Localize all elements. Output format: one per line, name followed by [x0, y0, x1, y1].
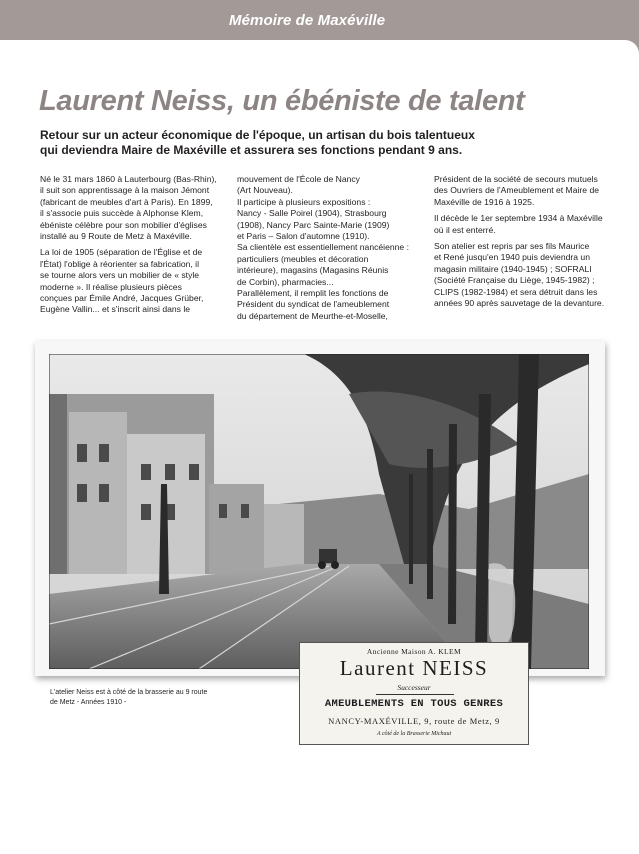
sign-successor: Successeur — [397, 683, 431, 692]
text-line: Eugène Vallin... et s'inscrit ainsi dans le — [40, 304, 191, 315]
sign-divider — [376, 694, 454, 695]
text-column-1 — [40, 174, 222, 321]
text-line: des Ouvriers de l'Ameublement et Maire de — [434, 185, 599, 196]
text-line: intérieure), magasins (Magasins Réunis — [237, 265, 389, 276]
text-line: (Société Française du Liège, 1945-1982) ; — [434, 275, 595, 286]
text-line: Président du syndicat de l'ameublement — [237, 299, 390, 310]
text-line: il s'associe puis succède à Alphonse Klem, — [40, 208, 204, 219]
paragraph — [434, 174, 619, 208]
article-title: Laurent Neiss, un ébéniste de talent — [39, 85, 525, 117]
text-line: ébéniste célèbre pour son mobilier d'églises — [40, 219, 207, 230]
text-line: magasin militaire (1940-1945) ; SOFRALI — [434, 263, 592, 274]
text-line: l'État) l'oblige à réorienter sa fabrication, il — [40, 258, 200, 269]
text-line: du département de Meurthe-et-Moselle, — [237, 310, 388, 321]
text-line: conçues par Émile André, Jacques Grüber, — [40, 293, 204, 304]
text-line: et Paris – Salon d'automne (1910). — [237, 231, 370, 242]
text-line: Nancy - Salle Poirel (1904), Strasbourg — [237, 208, 387, 219]
text-line: il suit son apprentissage à la maison Jémont — [40, 185, 210, 196]
sign-trade: AMEUBLEMENTS EN TOUS GENRES — [324, 698, 504, 710]
photo-caption — [50, 688, 207, 708]
sign-name: Laurent NEISS — [339, 656, 489, 680]
text-line: mouvement de l'École de Nancy — [237, 174, 360, 184]
sign-location-note: A côté de la Brasserie Michaut — [376, 731, 452, 737]
text-line: particuliers (meubles et décoration — [237, 253, 369, 264]
text-line: Son atelier est repris par ses fils Maurice — [434, 241, 590, 252]
text-line: (Art Nouveau). — [237, 185, 293, 196]
text-line: se tourne alors vers un mobilier de « style — [40, 270, 200, 281]
text-line: Parallèlement, il remplit les fonctions de — [237, 288, 389, 299]
text-line: Président de la société de secours mutuels — [434, 174, 598, 184]
article-lead — [40, 128, 600, 158]
shop-sign — [299, 642, 529, 745]
text-column-2 — [237, 174, 422, 327]
text-line: de Corbin), pharmacies... — [237, 276, 334, 287]
text-line: années 90 après sauvetage de la devanture. — [434, 298, 605, 309]
lead-line: qui deviendra Maire de Maxéville et assurera ses fonctions pendant 9 ans. — [40, 143, 463, 157]
paragraph — [40, 247, 222, 315]
caption-line: de Metz - Années 1910 - — [50, 699, 127, 706]
paragraph — [434, 213, 619, 236]
paragraph — [237, 174, 422, 322]
paragraph — [434, 241, 619, 309]
text-line: (1908), Nancy Parc Sainte-Marie (1909) — [237, 219, 390, 230]
header-corner — [625, 40, 639, 54]
text-line: Né le 31 mars 1860 à Lauterbourg (Bas-Rhin), — [40, 174, 217, 184]
sign-former-house: Ancienne Maison A. KLEM — [366, 647, 462, 656]
historic-street-photo — [49, 354, 589, 669]
text-line: Sa clientèle est essentiellement nancéienne : — [237, 242, 409, 253]
text-line: CLIPS (1982-1984) et sera détruit dans les — [434, 286, 598, 297]
text-line: installé au 9 Route de Metz à Maxéville. — [40, 231, 192, 242]
text-line: La loi de 1905 (séparation de l'Église et de — [40, 247, 203, 258]
text-line: Il décède le 1er septembre 1934 à Maxéville — [434, 213, 603, 224]
text-line: (fabricant de meubles d'art à Paris). En 1899, — [40, 196, 213, 207]
text-line: moderne ». Il réalise plusieurs pièces — [40, 281, 182, 292]
lead-line: Retour sur un acteur économique de l'époque, un artisan du bois talentueux — [40, 128, 475, 142]
paragraph — [40, 174, 222, 242]
text-line: Maxéville de 1916 à 1925. — [434, 196, 535, 207]
caption-line: L'atelier Neiss est à côté de la brasserie au 9 route — [50, 689, 208, 696]
text-line: où il est enterré. — [434, 224, 496, 235]
sign-address: NANCY-MAXÉVILLE, 9, route de Metz, 9 — [328, 716, 500, 726]
text-line: et René jusqu'en 1940 puis deviendra un — [434, 252, 590, 263]
section-title: Mémoire de Maxéville — [229, 12, 386, 29]
text-line: Il participe à plusieurs expositions : — [237, 196, 371, 207]
text-column-3 — [434, 174, 619, 314]
